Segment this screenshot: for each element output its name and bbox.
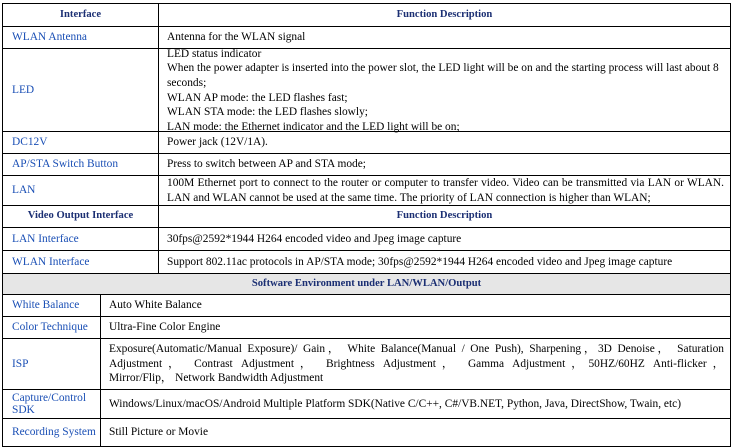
led-line: WLAN AP mode: the LED flashes fast;	[167, 91, 348, 104]
table-row	[3, 175, 730, 205]
header-interface: Interface	[3, 4, 159, 26]
led-line: When the power adapter is inserted into the power slot, the LED light will be on and the starting process will last about 8 seconds;	[167, 62, 719, 89]
table-row	[3, 338, 730, 389]
row-label-dc12v: DC12V	[3, 132, 159, 153]
row-label-white-balance: White Balance	[3, 295, 101, 316]
row-label-wlan-interface: WLAN Interface	[3, 251, 159, 273]
isp-line: Mirror/Flip， Network Bandwidth Adjustment	[109, 372, 324, 385]
row-desc-lan: 100M Ethernet port to connect to the router or computer to transfer video. Video can be transmitted via LAN or WLAN. LAN and WLAN cannot be used at the same time. The priority of LAN connection is higher than WLAN;	[167, 176, 724, 204]
header-video-function-description: Function Description	[396, 210, 493, 222]
row-desc-ap-sta-switch: Press to switch between AP and STA mode;	[167, 158, 366, 171]
row-label-capture-control-sdk: Capture/Control SDK	[3, 390, 101, 418]
row-desc-wlan-interface: Support 802.11ac protocols in AP/STA mode; 30fps@2592*1944 H264 encoded video and Jpeg image capture	[167, 255, 673, 268]
row-desc-capture-control-sdk: Windows/Linux/macOS/Android Multiple Platform SDK(Native C/C++, C#/VB.NET, Python, Java, DirectShow, Twain, etc)	[109, 397, 681, 410]
row-label-led: LED	[3, 49, 159, 131]
row-label-color-technique: Color Technique	[3, 317, 101, 338]
video-header-row	[3, 205, 730, 227]
led-line: LAN mode: the Ethernet indicator and the LED light will be on;	[167, 120, 460, 133]
row-label-wlan-antenna: WLAN Antenna	[3, 27, 159, 48]
row-desc-color-technique: Ultra-Fine Color Engine	[109, 321, 221, 334]
table-row	[3, 316, 730, 338]
row-desc-isp	[101, 339, 730, 389]
row-label-recording-system: Recording System	[3, 419, 101, 446]
led-line: WLAN STA mode: the LED flashes slowly;	[167, 106, 368, 119]
table-row	[3, 131, 730, 153]
table-row	[3, 26, 730, 48]
table-row	[3, 294, 730, 316]
table-row	[3, 48, 730, 131]
table-row	[3, 250, 730, 273]
row-desc-white-balance: Auto White Balance	[109, 299, 202, 312]
row-label-isp: ISP	[3, 339, 101, 389]
table-row	[3, 227, 730, 250]
row-label-lan: LAN	[3, 176, 159, 205]
row-desc-led	[159, 49, 730, 131]
row-desc-dc12v: Power jack (12V/1A).	[167, 136, 268, 149]
header-function-description: Function Description	[396, 8, 493, 20]
table-row	[3, 418, 730, 446]
row-desc-lan-interface: 30fps@2592*1944 H264 encoded video and Jpeg image capture	[167, 232, 462, 245]
header-video-output-interface: Video Output Interface	[3, 206, 159, 227]
isp-line: Exposure(Automatic/Manual Exposure)/ Gain， White Balance(Manual / One Push), Sharpening，3D Denoise， Saturation	[109, 343, 724, 356]
table-row	[3, 153, 730, 175]
spec-table	[2, 3, 731, 447]
row-desc-recording-system: Still Picture or Movie	[109, 426, 209, 439]
table-row	[3, 389, 730, 418]
led-line: LED status indicator	[167, 47, 262, 60]
row-label-lan-interface: LAN Interface	[3, 228, 159, 250]
row-desc-wlan-antenna: Antenna for the WLAN signal	[167, 31, 306, 44]
table-header-row	[3, 4, 730, 26]
isp-line: Adjustment， Contrast Adjustment， Brightness Adjustment， Gamma Adjustment，50HZ/60HZ Anti-flicker，	[109, 357, 724, 370]
row-label-ap-sta-switch: AP/STA Switch Button	[3, 154, 159, 175]
software-header-band	[3, 274, 730, 294]
software-header-row	[3, 273, 730, 294]
software-header: Software Environment under LAN/WLAN/Output	[251, 277, 482, 289]
